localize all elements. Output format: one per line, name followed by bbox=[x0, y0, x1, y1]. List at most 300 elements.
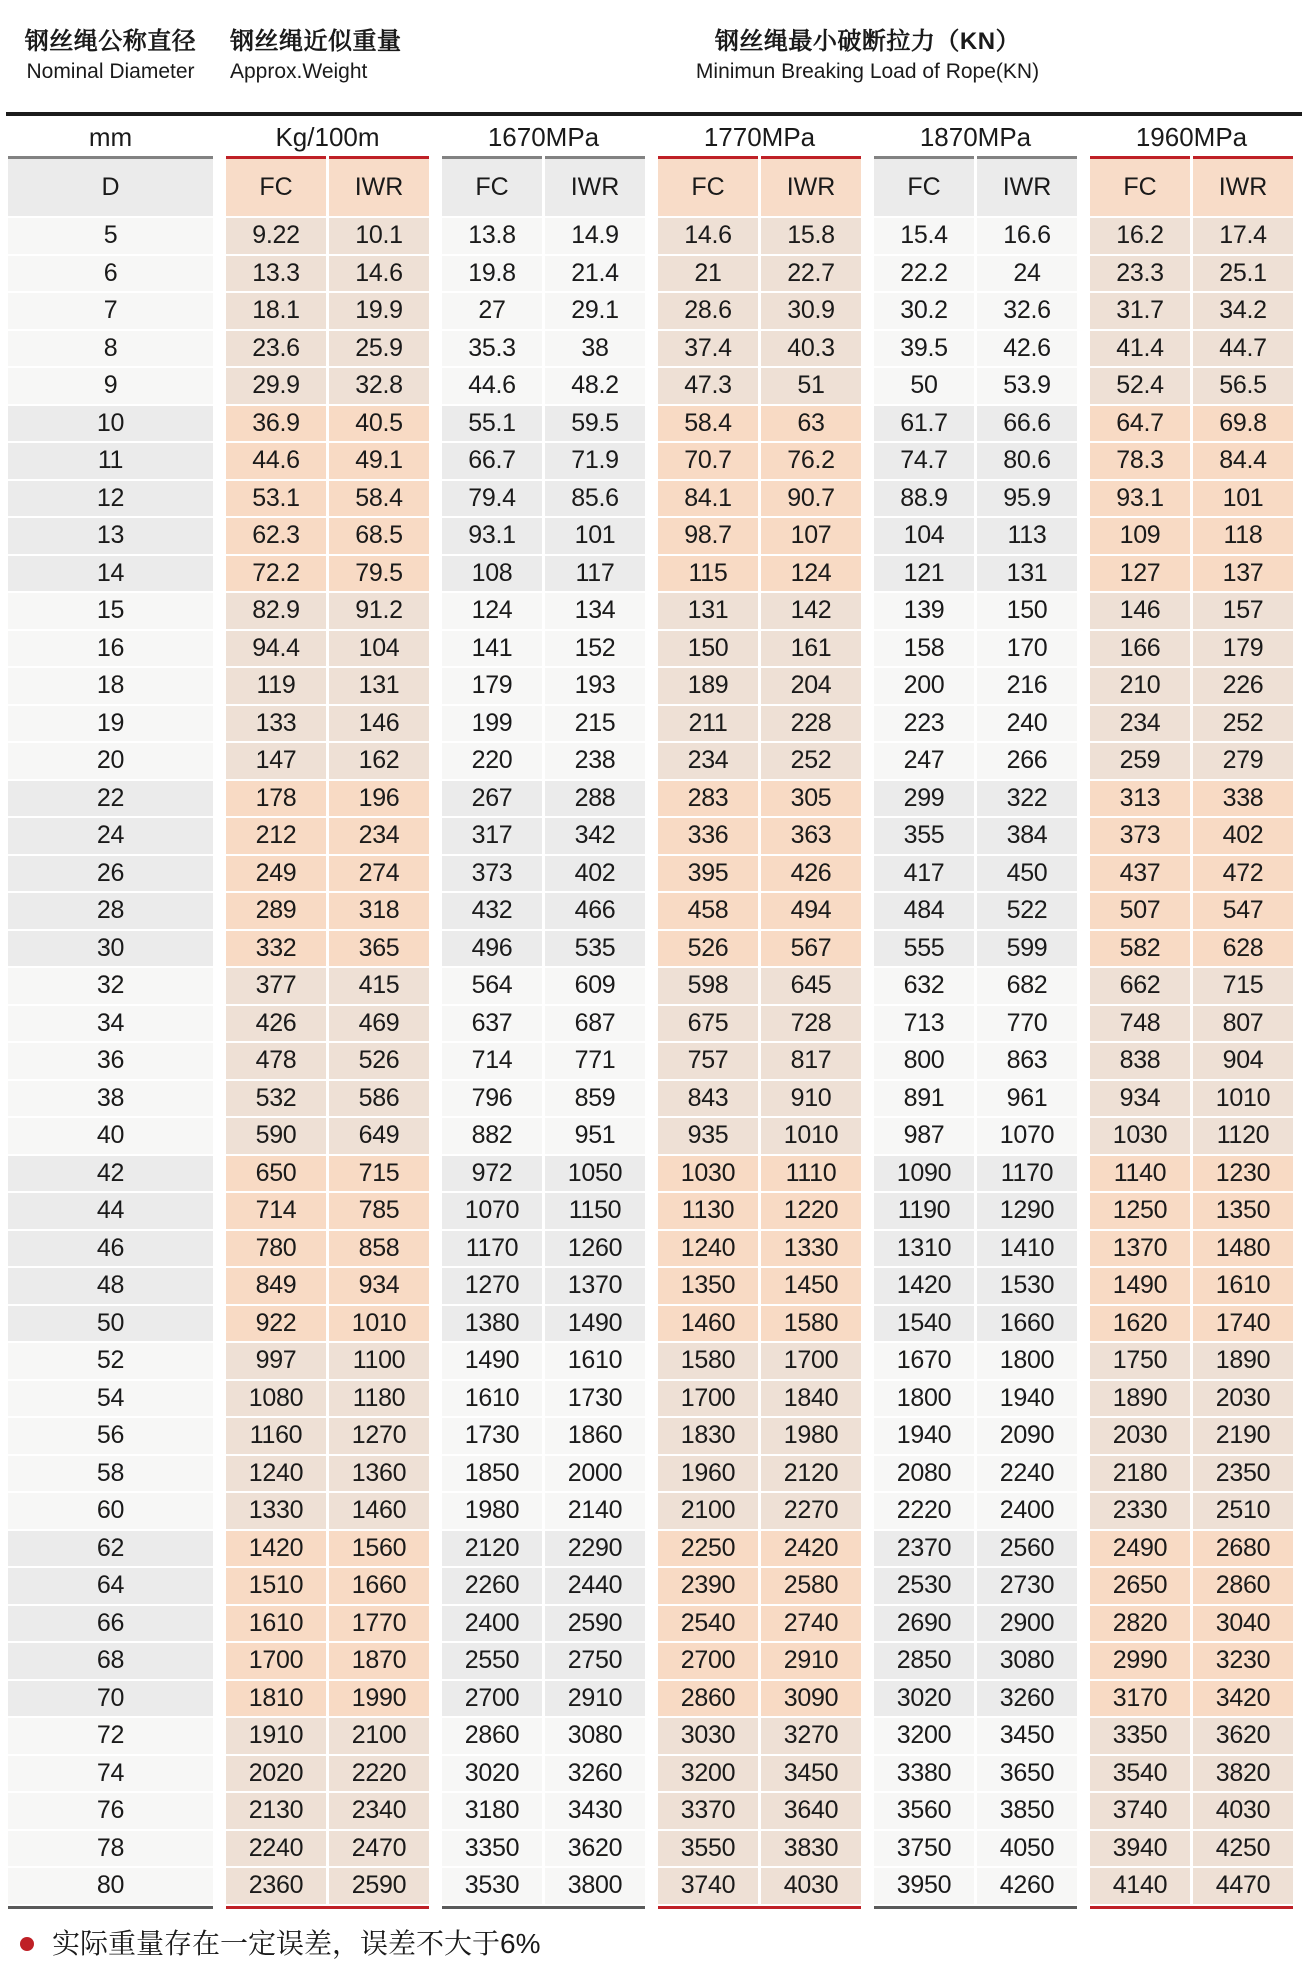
cell-diameter: 58 bbox=[8, 1456, 213, 1492]
cell-value: 70.7 bbox=[658, 443, 758, 479]
cell-value: 1620 bbox=[1090, 1306, 1190, 1342]
cell-value: 40.3 bbox=[761, 331, 861, 367]
cell-value: 3830 bbox=[761, 1831, 861, 1867]
cell-value: 2860 bbox=[442, 1718, 542, 1754]
cell-value: 336 bbox=[658, 818, 758, 854]
cell-value: 64.7 bbox=[1090, 406, 1190, 442]
table-row bbox=[8, 1831, 1293, 1869]
cell-value: 104 bbox=[874, 518, 974, 554]
cell-value: 598 bbox=[658, 968, 758, 1004]
footnote bbox=[0, 1924, 1308, 1964]
cell-diameter: 5 bbox=[8, 218, 213, 254]
cell-value: 904 bbox=[1193, 1043, 1293, 1079]
cell-value: 131 bbox=[977, 556, 1077, 592]
cell-value: 728 bbox=[761, 1006, 861, 1042]
subheader-fc: FC bbox=[442, 156, 542, 216]
cell-value: 3040 bbox=[1193, 1606, 1293, 1642]
bottom-rule-1870 bbox=[874, 1906, 1077, 1909]
unit-1670mpa: 1670MPa bbox=[487, 122, 600, 152]
cell-value: 24 bbox=[977, 256, 1077, 292]
cell-value: 3030 bbox=[658, 1718, 758, 1754]
cell-value: 469 bbox=[329, 1006, 429, 1042]
cell-value: 196 bbox=[329, 781, 429, 817]
cell-value: 2240 bbox=[977, 1456, 1077, 1492]
cell-value: 1350 bbox=[1193, 1193, 1293, 1229]
cell-diameter: 48 bbox=[8, 1268, 213, 1304]
cell-value: 2540 bbox=[658, 1606, 758, 1642]
cell-value: 4030 bbox=[1193, 1793, 1293, 1829]
cell-value: 22.2 bbox=[874, 256, 974, 292]
table-row bbox=[8, 706, 1293, 744]
table-row bbox=[8, 1606, 1293, 1644]
cell-diameter: 62 bbox=[8, 1531, 213, 1567]
cell-value: 2680 bbox=[1193, 1531, 1293, 1567]
cell-value: 1700 bbox=[761, 1343, 861, 1379]
cell-value: 817 bbox=[761, 1043, 861, 1079]
cell-value: 1160 bbox=[226, 1418, 326, 1454]
cell-diameter: 19 bbox=[8, 706, 213, 742]
cell-value: 496 bbox=[442, 931, 542, 967]
subheader-row bbox=[8, 156, 1293, 216]
cell-value: 2350 bbox=[1193, 1456, 1293, 1492]
cell-value: 267 bbox=[442, 781, 542, 817]
cell-value: 61.7 bbox=[874, 406, 974, 442]
cell-value: 715 bbox=[329, 1156, 429, 1192]
cell-value: 14.9 bbox=[545, 218, 645, 254]
table-row bbox=[8, 893, 1293, 931]
cell-value: 139 bbox=[874, 593, 974, 629]
cell-value: 838 bbox=[1090, 1043, 1190, 1079]
cell-value: 34.2 bbox=[1193, 293, 1293, 329]
bottom-rule-weight bbox=[226, 1906, 429, 1909]
unit-1770mpa: 1770MPa bbox=[703, 122, 816, 152]
cell-value: 2030 bbox=[1193, 1381, 1293, 1417]
cell-value: 19.8 bbox=[442, 256, 542, 292]
cell-value: 1940 bbox=[874, 1418, 974, 1454]
cell-value: 3170 bbox=[1090, 1681, 1190, 1717]
cell-value: 2910 bbox=[545, 1681, 645, 1717]
cell-value: 494 bbox=[761, 893, 861, 929]
cell-value: 14.6 bbox=[329, 256, 429, 292]
cell-diameter: 70 bbox=[8, 1681, 213, 1717]
cell-value: 3080 bbox=[977, 1643, 1077, 1679]
cell-value: 355 bbox=[874, 818, 974, 854]
cell-value: 28.6 bbox=[658, 293, 758, 329]
cell-value: 84.4 bbox=[1193, 443, 1293, 479]
cell-value: 1290 bbox=[977, 1193, 1077, 1229]
cell-value: 564 bbox=[442, 968, 542, 1004]
cell-value: 2330 bbox=[1090, 1493, 1190, 1529]
cell-value: 210 bbox=[1090, 668, 1190, 704]
cell-value: 76.2 bbox=[761, 443, 861, 479]
cell-value: 27 bbox=[442, 293, 542, 329]
cell-value: 4470 bbox=[1193, 1868, 1293, 1904]
cell-value: 934 bbox=[1090, 1081, 1190, 1117]
cell-value: 934 bbox=[329, 1268, 429, 1304]
cell-diameter: 42 bbox=[8, 1156, 213, 1192]
cell-diameter: 72 bbox=[8, 1718, 213, 1754]
cell-value: 234 bbox=[329, 818, 429, 854]
cell-value: 212 bbox=[226, 818, 326, 854]
cell-value: 3380 bbox=[874, 1756, 974, 1792]
cell-value: 1190 bbox=[874, 1193, 974, 1229]
cell-value: 2530 bbox=[874, 1568, 974, 1604]
footnote-text: 实际重量存在一定误差，误差不大于6% bbox=[52, 1928, 541, 1959]
cell-diameter: 26 bbox=[8, 856, 213, 892]
cell-value: 714 bbox=[226, 1193, 326, 1229]
cell-value: 590 bbox=[226, 1118, 326, 1154]
cell-value: 1070 bbox=[442, 1193, 542, 1229]
cell-value: 1480 bbox=[1193, 1231, 1293, 1267]
cell-value: 127 bbox=[1090, 556, 1190, 592]
cell-value: 142 bbox=[761, 593, 861, 629]
cell-diameter: 44 bbox=[8, 1193, 213, 1229]
cell-value: 662 bbox=[1090, 968, 1190, 1004]
cell-value: 3200 bbox=[658, 1756, 758, 1792]
cell-value: 84.1 bbox=[658, 481, 758, 517]
cell-value: 101 bbox=[1193, 481, 1293, 517]
cell-diameter: 36 bbox=[8, 1043, 213, 1079]
cell-value: 1740 bbox=[1193, 1306, 1293, 1342]
cell-value: 51 bbox=[761, 368, 861, 404]
cell-value: 2020 bbox=[226, 1756, 326, 1792]
cell-value: 15.8 bbox=[761, 218, 861, 254]
cell-value: 1110 bbox=[761, 1156, 861, 1192]
subheader-d: D bbox=[8, 156, 213, 216]
cell-value: 2270 bbox=[761, 1493, 861, 1529]
cell-value: 2650 bbox=[1090, 1568, 1190, 1604]
cell-value: 63 bbox=[761, 406, 861, 442]
cell-value: 179 bbox=[442, 668, 542, 704]
cell-value: 715 bbox=[1193, 968, 1293, 1004]
table-row bbox=[8, 1531, 1293, 1569]
cell-value: 714 bbox=[442, 1043, 542, 1079]
cell-value: 450 bbox=[977, 856, 1077, 892]
cell-diameter: 28 bbox=[8, 893, 213, 929]
cell-value: 322 bbox=[977, 781, 1077, 817]
cell-value: 363 bbox=[761, 818, 861, 854]
cell-value: 93.1 bbox=[1090, 481, 1190, 517]
table-row bbox=[8, 1756, 1293, 1794]
cell-value: 1270 bbox=[329, 1418, 429, 1454]
cell-value: 1770 bbox=[329, 1606, 429, 1642]
cell-value: 1350 bbox=[658, 1268, 758, 1304]
cell-value: 1130 bbox=[658, 1193, 758, 1229]
cell-value: 649 bbox=[329, 1118, 429, 1154]
cell-value: 247 bbox=[874, 743, 974, 779]
cell-value: 228 bbox=[761, 706, 861, 742]
cell-value: 2100 bbox=[658, 1493, 758, 1529]
cell-value: 1730 bbox=[545, 1381, 645, 1417]
cell-value: 1810 bbox=[226, 1681, 326, 1717]
cell-value: 88.9 bbox=[874, 481, 974, 517]
cell-value: 10.1 bbox=[329, 218, 429, 254]
cell-value: 1580 bbox=[761, 1306, 861, 1342]
cell-value: 178 bbox=[226, 781, 326, 817]
cell-diameter: 38 bbox=[8, 1081, 213, 1117]
cell-value: 415 bbox=[329, 968, 429, 1004]
cell-value: 44.7 bbox=[1193, 331, 1293, 367]
cell-value: 3620 bbox=[545, 1831, 645, 1867]
cell-value: 4050 bbox=[977, 1831, 1077, 1867]
cell-value: 249 bbox=[226, 856, 326, 892]
cell-diameter: 52 bbox=[8, 1343, 213, 1379]
cell-value: 3530 bbox=[442, 1868, 542, 1904]
cell-diameter: 64 bbox=[8, 1568, 213, 1604]
cell-value: 1490 bbox=[442, 1343, 542, 1379]
cell-value: 78.3 bbox=[1090, 443, 1190, 479]
cell-value: 2090 bbox=[977, 1418, 1077, 1454]
cell-value: 16.6 bbox=[977, 218, 1077, 254]
cell-value: 101 bbox=[545, 518, 645, 554]
cell-diameter: 74 bbox=[8, 1756, 213, 1792]
title-approx-weight-cn: 钢丝绳近似重量 bbox=[230, 28, 402, 55]
cell-value: 2140 bbox=[545, 1493, 645, 1529]
cell-value: 1660 bbox=[329, 1568, 429, 1604]
cell-diameter: 66 bbox=[8, 1606, 213, 1642]
cell-value: 3560 bbox=[874, 1793, 974, 1829]
cell-value: 807 bbox=[1193, 1006, 1293, 1042]
cell-value: 141 bbox=[442, 631, 542, 667]
cell-value: 3430 bbox=[545, 1793, 645, 1829]
cell-value: 342 bbox=[545, 818, 645, 854]
cell-value: 2820 bbox=[1090, 1606, 1190, 1642]
cell-value: 52.4 bbox=[1090, 368, 1190, 404]
table-row bbox=[8, 1193, 1293, 1231]
cell-value: 55.1 bbox=[442, 406, 542, 442]
cell-value: 882 bbox=[442, 1118, 542, 1154]
cell-value: 3230 bbox=[1193, 1643, 1293, 1679]
cell-value: 199 bbox=[442, 706, 542, 742]
cell-value: 234 bbox=[1090, 706, 1190, 742]
cell-value: 1030 bbox=[1090, 1118, 1190, 1154]
table-row bbox=[8, 1006, 1293, 1044]
cell-value: 2590 bbox=[545, 1606, 645, 1642]
cell-value: 1330 bbox=[226, 1493, 326, 1529]
cell-value: 37.4 bbox=[658, 331, 758, 367]
cell-value: 1960 bbox=[658, 1456, 758, 1492]
cell-value: 2080 bbox=[874, 1456, 974, 1492]
cell-value: 1100 bbox=[329, 1343, 429, 1379]
cell-value: 162 bbox=[329, 743, 429, 779]
cell-value: 2180 bbox=[1090, 1456, 1190, 1492]
subheader-fc: FC bbox=[874, 156, 974, 216]
cell-value: 211 bbox=[658, 706, 758, 742]
cell-diameter: 68 bbox=[8, 1643, 213, 1679]
cell-value: 961 bbox=[977, 1081, 1077, 1117]
cell-value: 131 bbox=[329, 668, 429, 704]
cell-diameter: 11 bbox=[8, 443, 213, 479]
cell-diameter: 8 bbox=[8, 331, 213, 367]
cell-value: 58.4 bbox=[658, 406, 758, 442]
cell-diameter: 22 bbox=[8, 781, 213, 817]
cell-value: 74.7 bbox=[874, 443, 974, 479]
cell-value: 157 bbox=[1193, 593, 1293, 629]
cell-value: 1560 bbox=[329, 1531, 429, 1567]
cell-value: 1610 bbox=[442, 1381, 542, 1417]
cell-value: 124 bbox=[442, 593, 542, 629]
cell-value: 23.6 bbox=[226, 331, 326, 367]
cell-value: 2860 bbox=[658, 1681, 758, 1717]
cell-value: 748 bbox=[1090, 1006, 1190, 1042]
cell-value: 555 bbox=[874, 931, 974, 967]
cell-value: 62.3 bbox=[226, 518, 326, 554]
subheader-iwr: IWR bbox=[761, 156, 861, 216]
cell-value: 1410 bbox=[977, 1231, 1077, 1267]
table-row bbox=[8, 631, 1293, 669]
cell-value: 42.6 bbox=[977, 331, 1077, 367]
table-row bbox=[8, 856, 1293, 894]
cell-value: 59.5 bbox=[545, 406, 645, 442]
table-row bbox=[8, 931, 1293, 969]
cell-value: 426 bbox=[761, 856, 861, 892]
cell-value: 1420 bbox=[226, 1531, 326, 1567]
cell-value: 532 bbox=[226, 1081, 326, 1117]
cell-value: 30.2 bbox=[874, 293, 974, 329]
cell-value: 384 bbox=[977, 818, 1077, 854]
table-row bbox=[8, 1418, 1293, 1456]
table-row bbox=[8, 481, 1293, 519]
cell-value: 1460 bbox=[329, 1493, 429, 1529]
cell-value: 299 bbox=[874, 781, 974, 817]
cell-value: 507 bbox=[1090, 893, 1190, 929]
cell-value: 1610 bbox=[1193, 1268, 1293, 1304]
cell-value: 189 bbox=[658, 668, 758, 704]
cell-diameter: 10 bbox=[8, 406, 213, 442]
cell-value: 432 bbox=[442, 893, 542, 929]
cell-value: 3540 bbox=[1090, 1756, 1190, 1792]
cell-diameter: 9 bbox=[8, 368, 213, 404]
cell-value: 119 bbox=[226, 668, 326, 704]
red-bullet-icon bbox=[20, 1937, 34, 1951]
cell-value: 240 bbox=[977, 706, 1077, 742]
cell-value: 137 bbox=[1193, 556, 1293, 592]
cell-value: 21 bbox=[658, 256, 758, 292]
cell-value: 1460 bbox=[658, 1306, 758, 1342]
cell-value: 1830 bbox=[658, 1418, 758, 1454]
cell-value: 2900 bbox=[977, 1606, 1077, 1642]
cell-diameter: 46 bbox=[8, 1231, 213, 1267]
table-row bbox=[8, 218, 1293, 256]
cell-value: 1070 bbox=[977, 1118, 1077, 1154]
cell-value: 1530 bbox=[977, 1268, 1077, 1304]
cell-value: 2100 bbox=[329, 1718, 429, 1754]
cell-value: 535 bbox=[545, 931, 645, 967]
cell-value: 599 bbox=[977, 931, 1077, 967]
cell-value: 36.9 bbox=[226, 406, 326, 442]
bottom-rule-1770 bbox=[658, 1906, 861, 1909]
table-row bbox=[8, 443, 1293, 481]
cell-value: 972 bbox=[442, 1156, 542, 1192]
cell-value: 19.9 bbox=[329, 293, 429, 329]
cell-value: 71.9 bbox=[545, 443, 645, 479]
cell-value: 3420 bbox=[1193, 1681, 1293, 1717]
cell-value: 687 bbox=[545, 1006, 645, 1042]
cell-value: 94.4 bbox=[226, 631, 326, 667]
cell-value: 2220 bbox=[874, 1493, 974, 1529]
table-row bbox=[8, 668, 1293, 706]
cell-value: 3180 bbox=[442, 1793, 542, 1829]
cell-value: 152 bbox=[545, 631, 645, 667]
cell-value: 216 bbox=[977, 668, 1077, 704]
cell-value: 373 bbox=[442, 856, 542, 892]
cell-value: 283 bbox=[658, 781, 758, 817]
cell-value: 2700 bbox=[658, 1643, 758, 1679]
cell-diameter: 6 bbox=[8, 256, 213, 292]
cell-value: 252 bbox=[761, 743, 861, 779]
subheader-iwr: IWR bbox=[1193, 156, 1293, 216]
cell-value: 115 bbox=[658, 556, 758, 592]
cell-value: 395 bbox=[658, 856, 758, 892]
cell-value: 223 bbox=[874, 706, 974, 742]
cell-value: 1510 bbox=[226, 1568, 326, 1604]
cell-value: 146 bbox=[1090, 593, 1190, 629]
cell-value: 3260 bbox=[545, 1756, 645, 1792]
cell-value: 1420 bbox=[874, 1268, 974, 1304]
cell-value: 1870 bbox=[329, 1643, 429, 1679]
cell-value: 843 bbox=[658, 1081, 758, 1117]
cell-diameter: 13 bbox=[8, 518, 213, 554]
cell-value: 53.9 bbox=[977, 368, 1077, 404]
cell-value: 858 bbox=[329, 1231, 429, 1267]
table-row bbox=[8, 1681, 1293, 1719]
cell-value: 1490 bbox=[1090, 1268, 1190, 1304]
cell-value: 3950 bbox=[874, 1868, 974, 1904]
cell-value: 1010 bbox=[761, 1118, 861, 1154]
cell-value: 1370 bbox=[1090, 1231, 1190, 1267]
cell-value: 1370 bbox=[545, 1268, 645, 1304]
table-row bbox=[8, 1718, 1293, 1756]
cell-value: 1010 bbox=[329, 1306, 429, 1342]
cell-value: 3450 bbox=[761, 1756, 861, 1792]
cell-value: 58.4 bbox=[329, 481, 429, 517]
cell-diameter: 78 bbox=[8, 1831, 213, 1867]
cell-value: 2400 bbox=[442, 1606, 542, 1642]
cell-value: 1670 bbox=[874, 1343, 974, 1379]
cell-value: 2400 bbox=[977, 1493, 1077, 1529]
cell-value: 193 bbox=[545, 668, 645, 704]
table-row bbox=[8, 1643, 1293, 1681]
cell-value: 13.8 bbox=[442, 218, 542, 254]
cell-value: 95.9 bbox=[977, 481, 1077, 517]
cell-value: 2420 bbox=[761, 1531, 861, 1567]
cell-value: 526 bbox=[658, 931, 758, 967]
cell-value: 4140 bbox=[1090, 1868, 1190, 1904]
cell-value: 124 bbox=[761, 556, 861, 592]
cell-value: 1660 bbox=[977, 1306, 1077, 1342]
cell-value: 922 bbox=[226, 1306, 326, 1342]
cell-value: 161 bbox=[761, 631, 861, 667]
table-row bbox=[8, 1793, 1293, 1831]
cell-value: 3820 bbox=[1193, 1756, 1293, 1792]
cell-value: 2850 bbox=[874, 1643, 974, 1679]
subheader-fc: FC bbox=[1090, 156, 1190, 216]
cell-value: 1800 bbox=[977, 1343, 1077, 1379]
cell-value: 3370 bbox=[658, 1793, 758, 1829]
cell-value: 146 bbox=[329, 706, 429, 742]
cell-value: 2340 bbox=[329, 1793, 429, 1829]
cell-value: 158 bbox=[874, 631, 974, 667]
cell-value: 1580 bbox=[658, 1343, 758, 1379]
subheader-fc: FC bbox=[658, 156, 758, 216]
title-breaking-load-en: Minimun Breaking Load of Rope(KN) bbox=[695, 60, 1040, 83]
cell-value: 1990 bbox=[329, 1681, 429, 1717]
cell-value: 2560 bbox=[977, 1531, 1077, 1567]
cell-value: 317 bbox=[442, 818, 542, 854]
title-approx-weight-en: Approx.Weight bbox=[230, 60, 368, 83]
cell-value: 25.9 bbox=[329, 331, 429, 367]
cell-value: 150 bbox=[977, 593, 1077, 629]
